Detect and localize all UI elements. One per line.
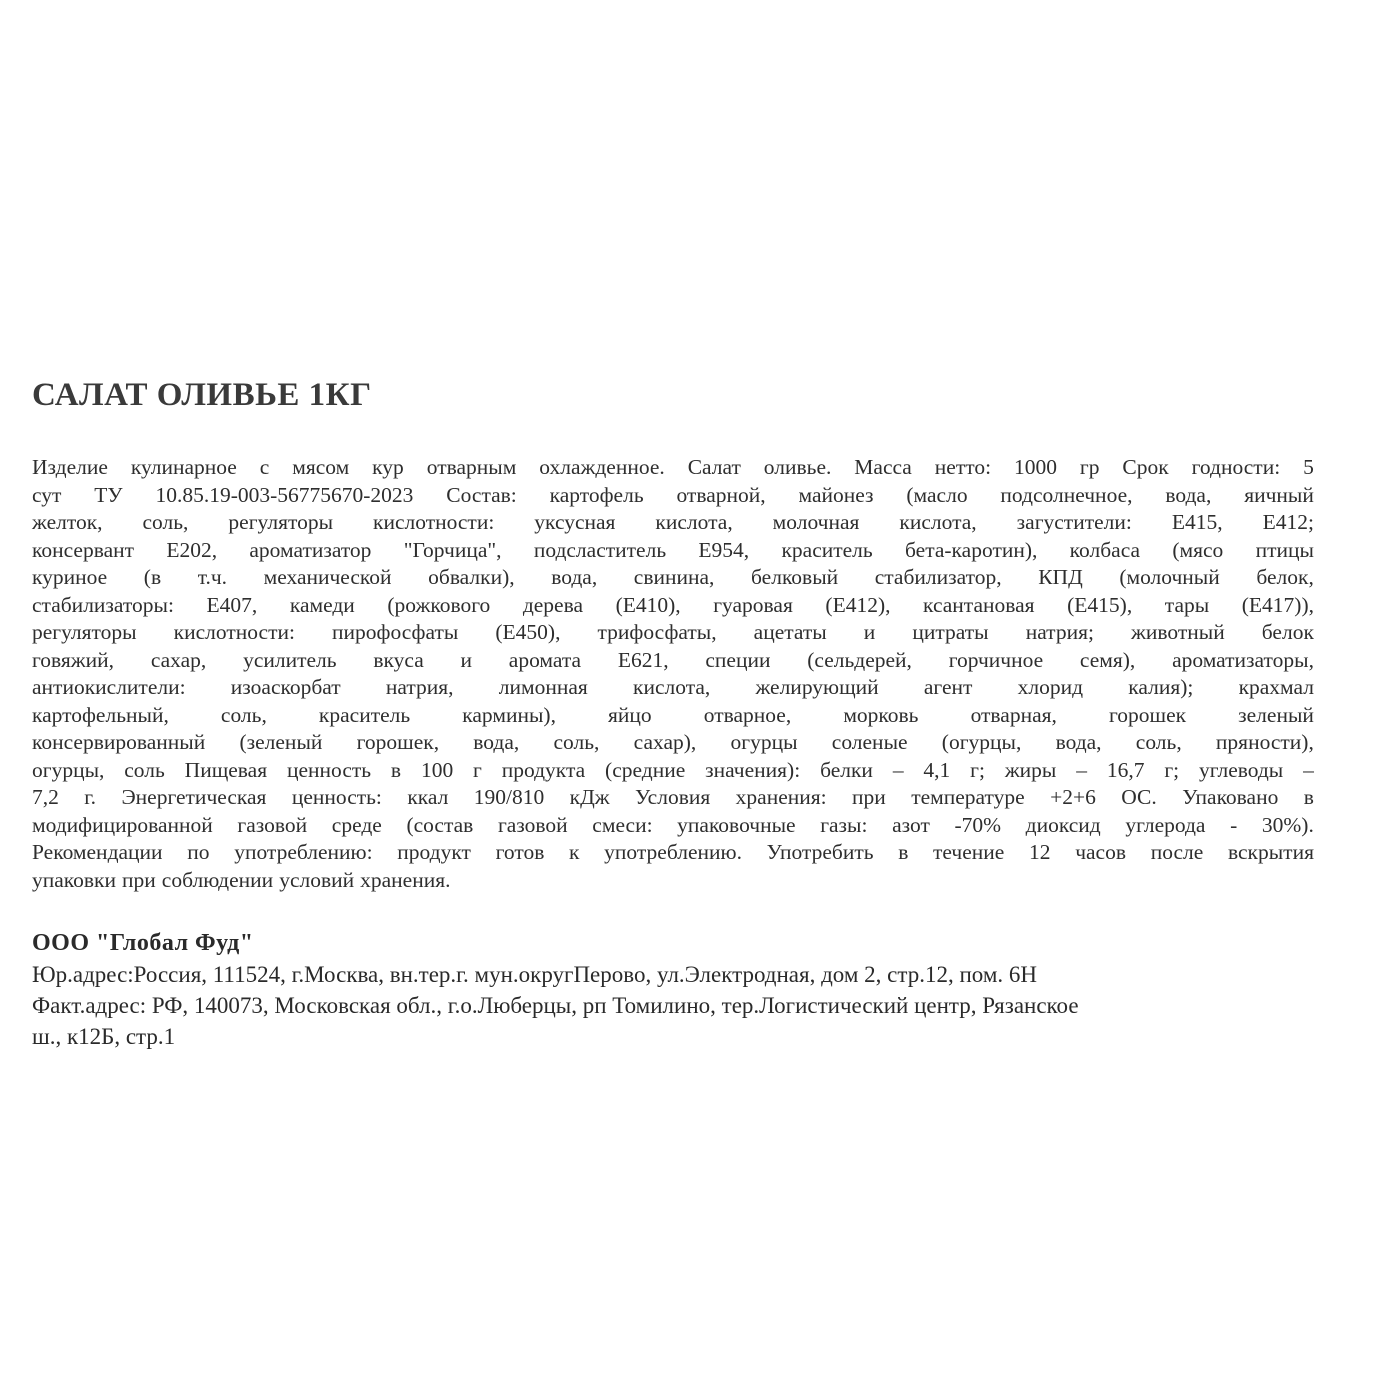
description-line: огурцы, соль Пищевая ценность в 100 г продукта (средние значения): белки – 4,1 г; жиры – 16,7 г; углеводы – xyxy=(32,757,1314,782)
description-line: Рекомендации по употреблению: продукт готов к употреблению. Употребить в течение 12 часов после вскрытия xyxy=(32,840,1314,864)
product-label xyxy=(32,372,1382,1052)
product-title: САЛАТ ОЛИВЬЕ 1КГ xyxy=(32,377,372,413)
description-line: желток, соль, регуляторы кислотности: уксусная кислота, молочная кислота, загустители: Е415, Е412; xyxy=(32,510,1314,534)
manufacturer-name: ООО "Глобал Фуд" xyxy=(32,930,254,956)
manufacturer-block xyxy=(32,928,1382,1052)
description-line: картофельный, соль, краситель кармины), яйцо отварное, морковь отварная, горошек зеленый xyxy=(32,702,1314,727)
description-line: модифицированной газовой среде (состав газовой смеси: упаковочные газы: азот -70% диоксид углерода - 30%). xyxy=(32,812,1314,837)
description-line: консервант Е202, ароматизатор "Горчица", подсластитель Е954, краситель бета-каротин), колбаса (мясо птицы xyxy=(32,537,1314,562)
actual-address-line1: Факт.адрес: РФ, 140073, Московская обл., г.о.Люберцы, рп Томилино, тер.Логистический центр, Рязанское xyxy=(32,993,1079,1018)
description-line: регуляторы кислотности: пирофосфаты (Е450), трифосфаты, ацетаты и цитраты натрия; животный белок xyxy=(32,620,1314,644)
legal-address: Юр.адрес:Россия, 111524, г.Москва, вн.тер.г. мун.округПерово, ул.Электродная, дом 2, стр.12, пом. 6Н xyxy=(32,962,1037,987)
description-line: стабилизаторы: Е407, камеди (рожкового дерева (Е410), гуаровая (Е412), ксантановая (Е415), тары (Е417)), xyxy=(32,592,1314,617)
actual-address-line2: ш., к12Б, стр.1 xyxy=(32,1024,176,1049)
description-line: 7,2 г. Энергетическая ценность: ккал 190/810 кДж Условия хранения: при температуре +2+6 ОС. Упаковано в xyxy=(32,785,1314,809)
description-line: антиокислители: изоаскорбат натрия, лимонная кислота, желирующий агент хлорид калия); крахмал xyxy=(32,675,1314,699)
product-description xyxy=(32,454,1314,894)
description-line: куриное (в т.ч. механической обвалки), вода, свинина, белковый стабилизатор, КПД (молочный белок, xyxy=(32,565,1314,589)
description-line: упаковки при соблюдении условий хранения. xyxy=(32,867,451,892)
description-line: Изделие кулинарное с мясом кур отварным охлажденное. Салат оливье. Масса нетто: 1000 гр Срок годности: 5 xyxy=(32,455,1314,479)
description-line: сут ТУ 10.85.19-003-56775670-2023 Состав: картофель отварной, майонез (масло подсолнечное, вода, яичный xyxy=(32,482,1314,507)
description-line: говяжий, сахар, усилитель вкуса и аромата Е621, специи (сельдерей, горчичное семя), ароматизаторы, xyxy=(32,647,1314,672)
description-line: консервированный (зеленый горошек, вода, соль, сахар), огурцы соленые (огурцы, вода, соль, пряности), xyxy=(32,730,1314,754)
